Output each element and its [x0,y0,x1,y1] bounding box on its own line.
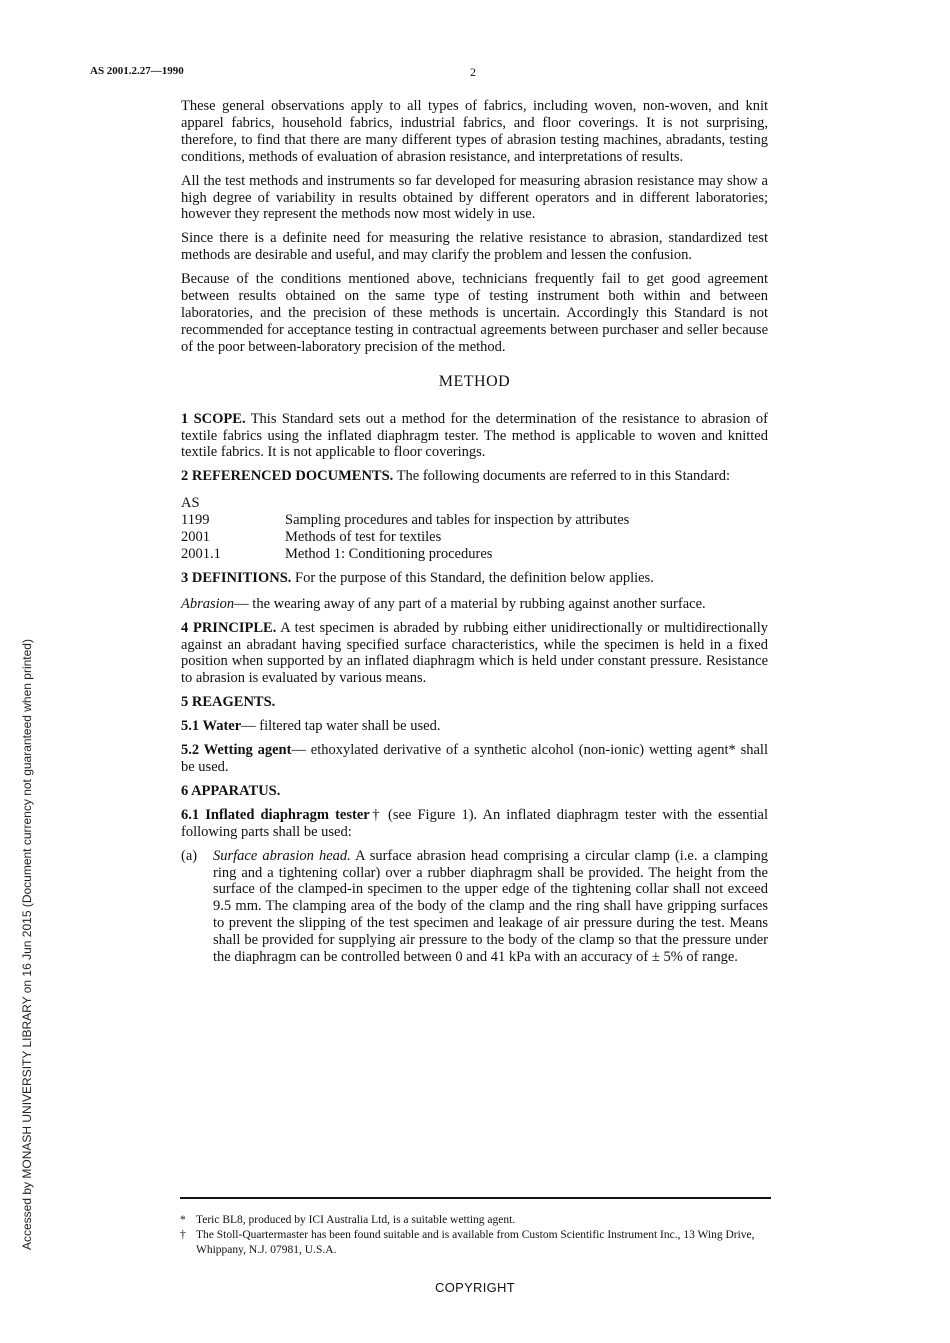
doc-code: 2001.1 [181,545,221,562]
item-title: Surface abrasion head. [213,847,351,864]
list-item [181,848,768,966]
water-text: — filtered tap water shall be used. [241,718,441,735]
definitions-section [181,570,768,587]
tester-label: 6.1 Inflated diaphragm tester [181,806,370,823]
referenced-docs-table [181,495,768,563]
water-label: 5.1 Water [181,718,242,735]
reagent-wetting [181,742,768,776]
table-row [181,546,768,563]
apparatus-heading: 6 APPARATUS. [181,782,281,799]
document-body [181,98,768,966]
wetting-text: — ethoxylated derivative of a synthetic alcohol (non-ionic) wetting agent* shall be used. [181,742,768,775]
item-text: A surface abrasion head comprising a circular clamp (i.e. a clamping ring and a tightening collar) over a rubber diaphragm shall be provided. The height from the surface of the clamped-in specimen to the upper edge of the tightening collar shall not exceed 9.5 mm. The clamping area of the body of the clamp and the ring shall have gripping surfaces to prevent the slipping of the test specimen and leakage of air pressure during the test. Means shall be provided for supplying air pressure to the body of the clamp so that the pressure under the diaphragm can be controlled between 0 and 41 kPa with an accuracy of ± 5% of range. [213,847,769,966]
definitions-heading: 3 DEFINITIONS. [181,569,292,586]
doc-code: 2001 [181,529,210,546]
principle-section [181,620,768,688]
intro-paragraph: All the test methods and instruments so far developed for measuring abrasion resistance may show a high degree of variability in results obtained by different operators and in different laboratories; however they represent the methods now most widely in use. [181,172,768,223]
copyright-footer: COPYRIGHT [435,1280,515,1295]
method-heading: METHOD [438,372,511,390]
principle-heading: 4 PRINCIPLE. [181,619,277,636]
intro-paragraph: Since there is a definite need for measuring the relative resistance to abrasion, standardized test methods are desirable and useful, and may clarify the problem and lessen the confusion. [181,230,768,264]
footnote [180,1213,770,1228]
footnote-text: Teric BL8, produced by ICI Australia Ltd, is a suitable wetting agent. [196,1214,516,1226]
wetting-label: 5.2 Wetting agent [181,742,292,759]
reagent-water [181,718,768,735]
footnotes [180,1213,770,1258]
item-label: (a) [181,847,198,864]
access-note: Accessed by MONASH UNIVERSITY LIBRARY on 16 Jun 2015 (Document currency not guaranteed when printed) [20,639,34,1250]
intro-paragraph: These general observations apply to all types of fabrics, including woven, non-woven, and knit apparel fabrics, household fabrics, industrial fabrics, and floor coverings. It is not surprising, therefore, to find that there are many different types of abrasion testing machines, abradants, testing conditions, methods of evaluation of abrasion resistance, and interpretations of results. [181,98,768,165]
doc-title: Methods of test for textiles [285,529,442,546]
footnote [180,1228,770,1258]
table-prefix: AS [181,495,200,512]
referenced-section [181,468,768,485]
doc-title: Method 1: Conditioning procedures [285,545,493,562]
definition-text: — the wearing away of any part of a material by rubbing against another surface. [234,595,706,612]
scope-heading: 1 SCOPE. [181,410,246,427]
page-number: 2 [470,65,476,79]
definitions-text: For the purpose of this Standard, the definition below applies. [295,569,654,586]
definition-term: Abrasion [181,595,235,612]
referenced-text: The following documents are referred to in this Standard: [396,468,731,485]
scope-text: This Standard sets out a method for the determination of the resistance to abrasion of textile fabrics using the inflated diaphragm tester. The method is applicable to woven and knitted textile fabrics. It is not applicable to floor coverings. [181,410,768,461]
footnote-divider [180,1197,771,1199]
tester-text: † (see Figure 1). An inflated diaphragm tester with the essential following parts shall be used: [181,806,768,840]
table-row [181,512,768,529]
intro-paragraph: Because of the conditions mentioned above, technicians frequently fail to get good agreement between results obtained on the same type of testing instrument both within and between laboratories, and the precision of these methods is uncertain. Accordingly this Standard is not recommended for acceptance testing in contractual agreements between purchaser and seller because of the poor between-laboratory precision of the method. [181,271,768,355]
reagents-heading: 5 REAGENTS. [181,694,276,711]
footnote-mark: † [180,1229,186,1241]
table-row [181,529,768,546]
scope-section [181,411,768,462]
apparatus-tester [181,807,768,841]
referenced-heading: 2 REFERENCED DOCUMENTS. [181,468,394,485]
footnote-mark: * [180,1214,186,1226]
definition-abrasion [181,596,768,613]
document-id: AS 2001.2.27—1990 [90,65,184,77]
footnote-text: The Stoll-Quartermaster has been found suitable and is available from Custom Scientific Instrument Inc., 13 Wing Drive, Whippany, N.J. 07981, U.S.A. [196,1229,755,1256]
principle-text: A test specimen is abraded by rubbing either unidirectionally or multidirectionally against an abradant having specified surface characteristics, while the specimen is held in a fixed position when supported by an inflated diaphragm which is held under constant pressure. Resistance to abrasion is evaluated by various means. [181,619,768,687]
doc-code: 1199 [181,512,210,529]
doc-title: Sampling procedures and tables for inspection by attributes [285,512,630,529]
